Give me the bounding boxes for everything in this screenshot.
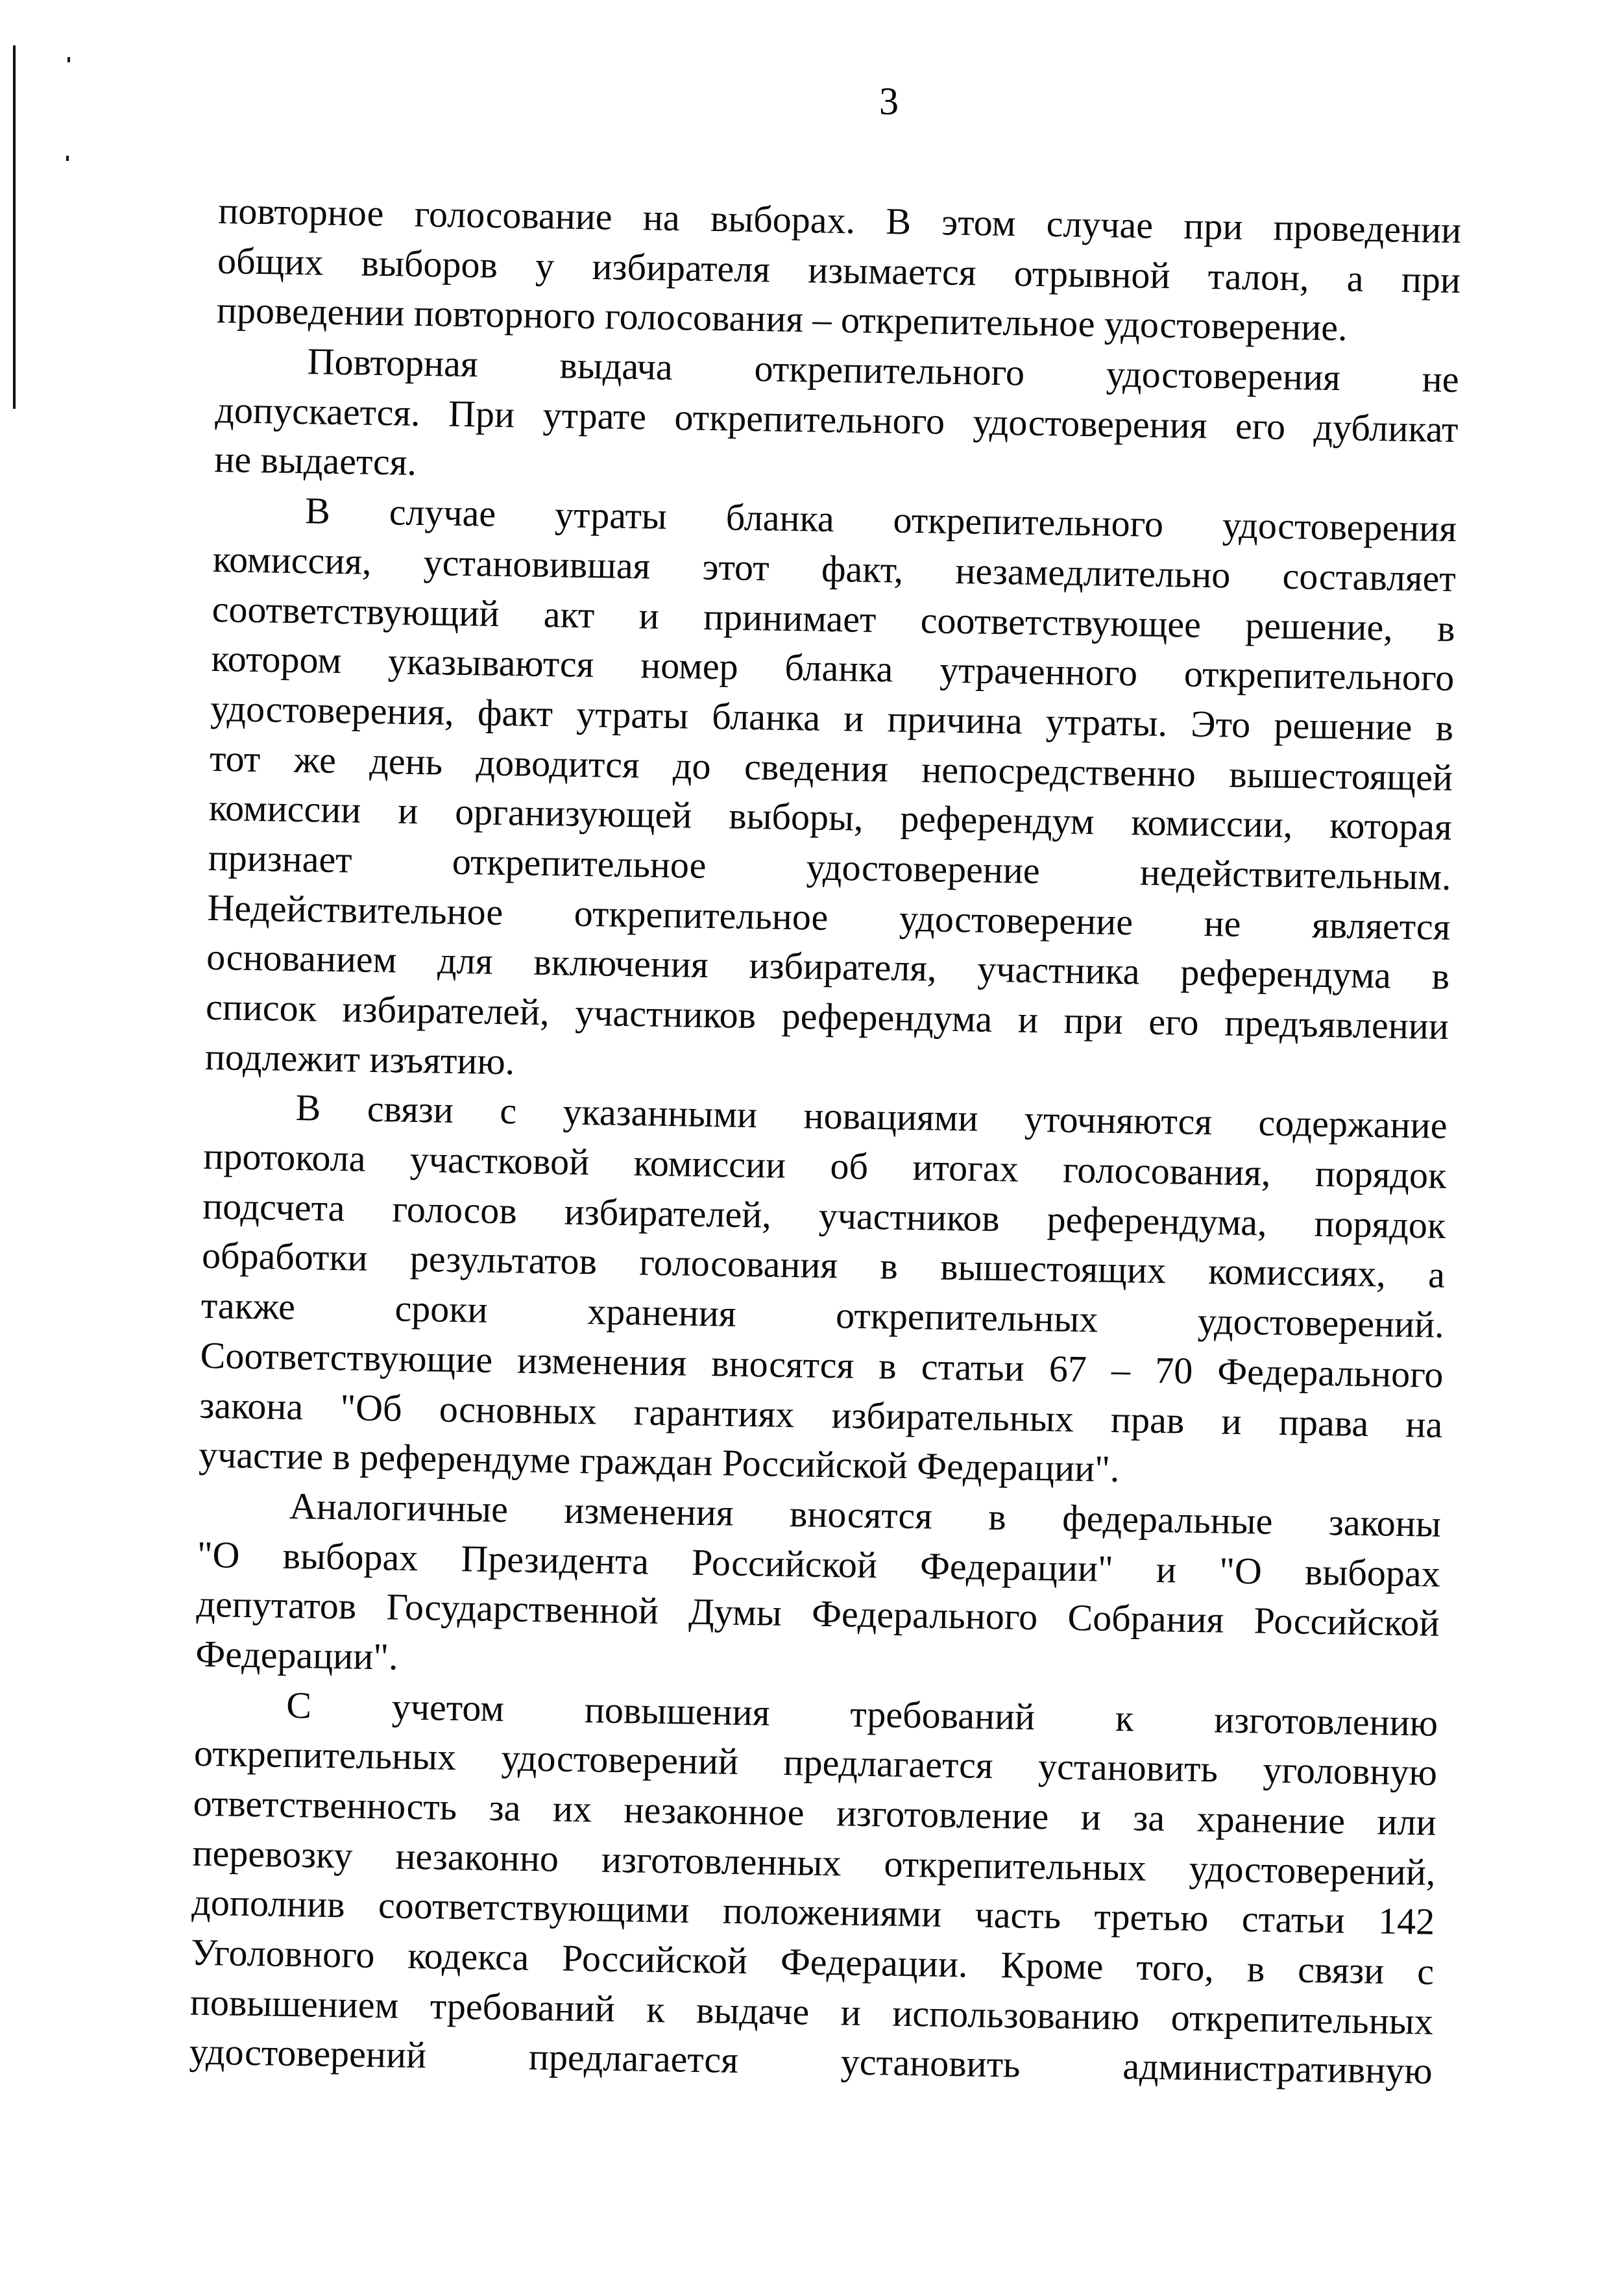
text-line: удостоверений предлагается установить административную bbox=[189, 2030, 1433, 2093]
text-line: В связи с указанными новациями уточняются содержание bbox=[295, 1086, 1448, 1147]
text-line: С учетом повышения требований к изготовлению bbox=[285, 1683, 1438, 1744]
text-line: комиссия, установившая этот факт, незамедлительно составляет bbox=[212, 537, 1457, 600]
text-line: повторное голосование на выборах. В этом случае при проведении bbox=[217, 189, 1462, 252]
scan-margin-line bbox=[13, 45, 16, 409]
document-body bbox=[189, 186, 1462, 2097]
text-line: проведении повторного голосования – открепительное удостоверение. bbox=[216, 289, 1348, 349]
text-line: закона "Об основных гарантиях избирательных прав и права на bbox=[199, 1383, 1443, 1446]
text-line: подлежит изъятию. bbox=[204, 1035, 515, 1083]
text-line: признает открепительное удостоверение недействительным. bbox=[208, 836, 1452, 898]
text-line: список избирателей, участников референдума и при его предъявлении bbox=[205, 985, 1449, 1047]
text-line: котором указываются номер бланка утраченного открепительного bbox=[211, 637, 1455, 700]
text-line: Аналогичные изменения вносятся в федеральные законы bbox=[289, 1484, 1442, 1545]
text-line: общих выборов у избирателя изымается отрывной талон, а при bbox=[217, 239, 1461, 301]
text-line: участие в референдуме граждан Российской Федерации". bbox=[198, 1433, 1120, 1491]
text-line: депутатов Государственной Думы Федерального Собрания Российской bbox=[196, 1582, 1440, 1645]
text-line: подсчета голосов избирателей, участников референдума, порядок bbox=[202, 1184, 1446, 1247]
text-line: Недействительное открепительное удостоверение не является bbox=[207, 886, 1451, 948]
text-line: Повторная выдача открепительного удостоверения не bbox=[307, 340, 1460, 401]
text-line: комиссии и организующей выборы, референдум комиссии, которая bbox=[208, 786, 1453, 849]
text-line: также сроки хранения открепительных удостоверений. bbox=[200, 1284, 1445, 1347]
page-number: 3 bbox=[879, 80, 899, 123]
text-line: основанием для включения избирателя, участника референдума в bbox=[206, 936, 1450, 998]
text-line: не выдается. bbox=[213, 438, 417, 484]
text-line: ответственность за их незаконное изготовление и за хранение или bbox=[193, 1781, 1437, 1844]
text-line: протокола участковой комиссии об итогах голосования, порядок bbox=[203, 1134, 1447, 1197]
text-line: повышением требований к выдаче и использованию открепительных bbox=[189, 1980, 1434, 2043]
text-line: обработки результатов голосования в вышестоящих комиссиях, а bbox=[201, 1234, 1446, 1297]
text-line: Соответствующие изменения вносятся в статьи 67 – 70 Федерального bbox=[200, 1334, 1444, 1396]
text-line: соответствующий акт и принимает соответствующее решение, в bbox=[212, 587, 1456, 650]
text-line: перевозку незаконно изготовленных открепительных удостоверений, bbox=[192, 1831, 1436, 1894]
scan-margin-speck bbox=[66, 156, 69, 161]
text-line: тот же день доводится до сведения непосредственно вышестоящей bbox=[209, 737, 1453, 799]
scan-margin-speck bbox=[67, 57, 70, 62]
text-line: удостоверения, факт утраты бланка и причина утраты. Это решение в bbox=[210, 687, 1454, 749]
text-line: Федерации". bbox=[195, 1632, 399, 1678]
text-line: открепительных удостоверений предлагается установить уголовную bbox=[193, 1732, 1438, 1794]
text-line: дополнив соответствующими положениями часть третью статьи 142 bbox=[191, 1881, 1435, 1944]
text-line: допускается. При утрате открепительного удостоверения его дубликат bbox=[215, 388, 1459, 450]
text-line: В случае утраты бланка открепительного удостоверения bbox=[304, 489, 1457, 550]
text-line: Уголовного кодекса Российской Федерации. Кроме того, в связи с bbox=[190, 1931, 1435, 1993]
text-line: "О выборах Президента Российской Федерации" и "О выборах bbox=[197, 1533, 1441, 1595]
